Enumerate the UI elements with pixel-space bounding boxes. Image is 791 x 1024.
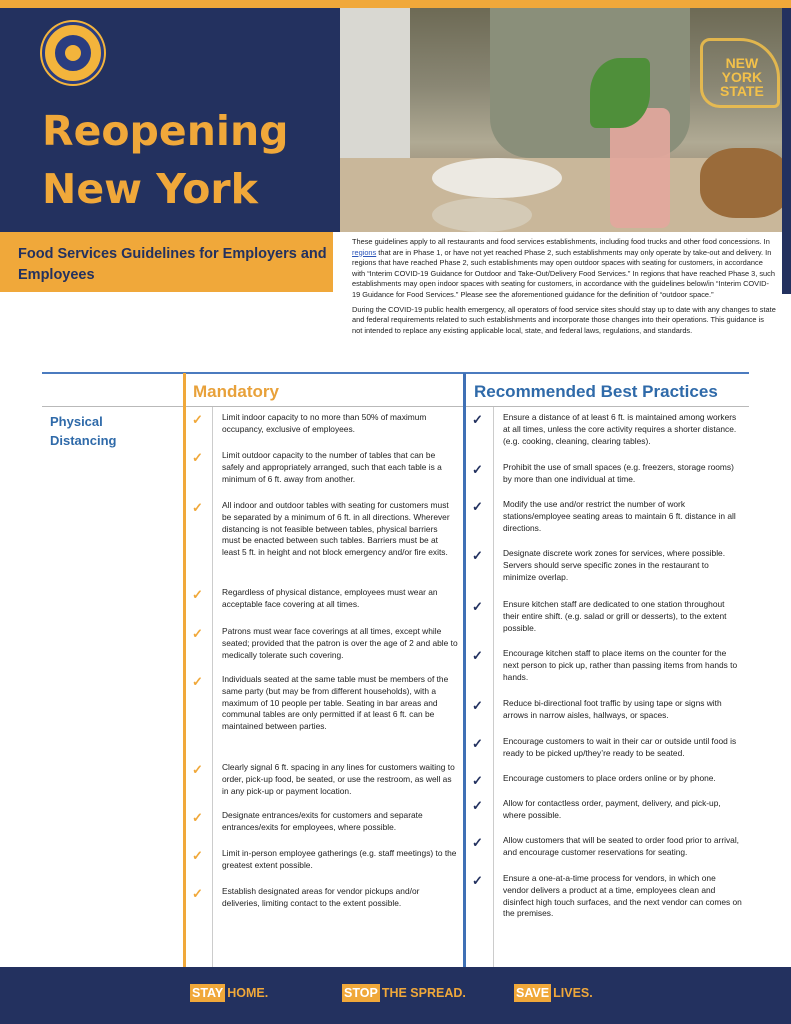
list-item: Modify the use and/or restrict the number of work stations/employee seating areas to maintain 6 ft. distance in all directions. (503, 499, 736, 533)
slogan-3-rest: LIVES. (553, 986, 593, 1000)
checkmark-icon: ✓ (472, 835, 483, 850)
list-item: Allow customers that will be seated to order food prior to arrival, and encourage customer reservations for seating. (503, 835, 740, 857)
list-item: Encourage customers to place orders online or by phone. (503, 773, 716, 783)
intro-text (352, 237, 776, 340)
intro-paragraph-1 (352, 237, 776, 301)
list-item: Limit indoor capacity to no more than 50% of maximum occupancy, exclusive of employees. (222, 412, 427, 434)
list-item: Ensure a distance of at least 6 ft. is maintained among workers at all times, unless the core activity requires a shorter distance. (e.g. cooking, cleaning, clearing tables). (503, 412, 737, 446)
recommended-divider (463, 373, 466, 967)
seal-center (53, 33, 93, 73)
intro-text-1a: These guidelines apply to all restaurants and food services establishments, including food trucks and other food concessions. In (352, 237, 770, 246)
checkmark-icon: ✓ (192, 450, 203, 465)
checkmark-icon: ✓ (192, 848, 203, 863)
slogan-3-highlight: SAVE (516, 986, 550, 1000)
list-item: Ensure a one-at-a-time process for vendors, in which one vendor delivers a product at a time, employees clean and disinfect high touch surfaces, and the next vendor can comes on the premises. (503, 873, 742, 919)
photo-leaf (590, 58, 650, 128)
photo-plate (432, 158, 562, 198)
list-item: Limit outdoor capacity to the number of tables that can be safely and appropriately arranged, such that each table is a minimum of 6 ft. away from another. (222, 450, 442, 484)
list-item: Individuals seated at the same table must be members of the same party (but may be from different households), with a maximum of 10 people per table. Seating in bar areas and communal tables are only permitted if at least 6 ft. can be maintained between parties. (222, 674, 449, 732)
intro-paragraph-2: During the COVID-19 public health emergency, all operators of food service sites should stay up to date with any changes to state and federal requirements related to such establishments and incorporate those changes into their operations. This guidance is not intended to replace any existing applicable local, state, and federal laws, regulations, and standards. (352, 304, 776, 335)
restaurant-photo (340, 8, 782, 232)
photo-basket (700, 148, 782, 218)
intro-text-1b: that are in Phase 1, or have not yet reached Phase 2, such establishments may only operate by take-out and delivery. In regions that have reached Phase 2, such establishments may open outdoor spaces with seating for customers, in accordance with “Interim COVID-19 Guidance for Outdoor and Take-Out/Delivery Food Services.” In regions that have reached Phase 3, such establishments may open indoor spaces with seating for customers, in accordance with the guidelines below/in “Interim COVID-19 Guidance for Food Services.” Please see the aforementioned guidance for the definition of “outdoor space.” (352, 247, 775, 299)
checkmark-icon: ✓ (192, 886, 203, 901)
list-item: Reduce bi-directional foot traffic by using tape or signs with arrows in narrow aisles, hallways, or spaces. (503, 698, 722, 720)
slogan-2-highlight: STOP (344, 986, 378, 1000)
slogan-save-lives (514, 983, 593, 1003)
checkmark-icon: ✓ (472, 499, 483, 514)
top-accent-stripe (0, 0, 791, 8)
list-item: Patrons must wear face coverings at all times, except while seated; provided that the patron is over the age of 2 and able to medically tolerate such covering. (222, 626, 458, 660)
regions-link[interactable]: regions (352, 247, 377, 257)
checkmark-icon: ✓ (192, 412, 203, 427)
checkmark-icon: ✓ (472, 698, 483, 713)
checkmark-icon: ✓ (192, 674, 203, 689)
list-item: Establish designated areas for vendor pickups and/or deliveries, limiting contact to the extent possible. (222, 886, 420, 908)
checkmark-icon: ✓ (472, 736, 483, 751)
list-item: Regardless of physical distance, employees must wear an acceptable face covering at all times. (222, 587, 438, 609)
ny-state-seal-icon (42, 22, 104, 84)
page-subtitle: Food Services Guidelines for Employers and Employees (18, 246, 327, 283)
table-top-rule (42, 372, 749, 374)
checkmark-icon: ✓ (192, 587, 203, 602)
list-item: All indoor and outdoor tables with seating for customers must be separated by a minimum of 6 ft. in all directions. Wherever distancing is not feasible between tables, physical barriers must be enacted between such tables. Barriers must be at least 5 ft. in height and not block emergency and/or fire exits. (222, 500, 450, 558)
photo-bowl (432, 198, 532, 232)
slogan-stay-home (190, 983, 268, 1003)
slogan-1-highlight: STAY (192, 986, 224, 1000)
checkmark-icon: ✓ (472, 873, 483, 888)
checkmark-icon: ✓ (472, 798, 483, 813)
checkmark-icon: ✓ (472, 648, 483, 663)
checkmark-icon: ✓ (192, 500, 203, 515)
row-label-physical-distancing: Physical Distancing (50, 414, 117, 448)
list-item: Allow for contactless order, payment, delivery, and pick-up, where possible. (503, 798, 721, 820)
header-edge (782, 8, 791, 294)
list-item: Encourage customers to wait in their car or outside until food is ready to be picked up/they’re ready to be seated. (503, 736, 737, 758)
slogan-2-rest: THE SPREAD. (381, 986, 466, 1000)
checkmark-icon: ✓ (472, 773, 483, 788)
ny-state-logo: NEW YORK STATE (720, 55, 764, 99)
mandatory-divider (183, 373, 186, 967)
mandatory-header: Mandatory (193, 382, 279, 401)
slogan-stop-spread (342, 983, 466, 1003)
list-item: Designate discrete work zones for services, where possible. Servers should serve specific zones in the restaurant to minimize overlap. (503, 548, 726, 582)
checkmark-icon: ✓ (192, 626, 203, 641)
page-title: Reopening New York (42, 107, 289, 213)
recommended-check-divider (493, 407, 494, 967)
recommended-header: Recommended Best Practices (474, 382, 718, 401)
list-item: Limit in-person employee gatherings (e.g. staff meetings) to the greatest extent possible. (222, 848, 457, 870)
checkmark-icon: ✓ (472, 462, 483, 477)
checkmark-icon: ✓ (472, 412, 483, 427)
list-item: Ensure kitchen staff are dedicated to one station throughout their entire shift. (e.g. salad or grill or desserts), to the extent possible. (503, 599, 727, 633)
checkmark-icon: ✓ (192, 810, 203, 825)
list-item: Clearly signal 6 ft. spacing in any lines for customers waiting to order, pick-up food, be seated, or use the restroom, as well as in any pick-up or payment location. (222, 762, 455, 796)
header-rule (42, 406, 749, 407)
checkmark-icon: ✓ (472, 548, 483, 563)
checkmark-icon: ✓ (472, 599, 483, 614)
mandatory-check-divider (212, 407, 213, 967)
checkmark-icon: ✓ (192, 762, 203, 777)
list-item: Encourage kitchen staff to place items on the counter for the next person to pick up, rather than passing items from hands to hands. (503, 648, 738, 682)
photo-person (340, 8, 410, 178)
list-item: Prohibit the use of small spaces (e.g. freezers, storage rooms) by more than one individual at time. (503, 462, 734, 484)
slogan-1-rest: HOME. (227, 986, 269, 1000)
list-item: Designate entrances/exits for customers and separate entrances/exits for employees, where possible. (222, 810, 423, 832)
